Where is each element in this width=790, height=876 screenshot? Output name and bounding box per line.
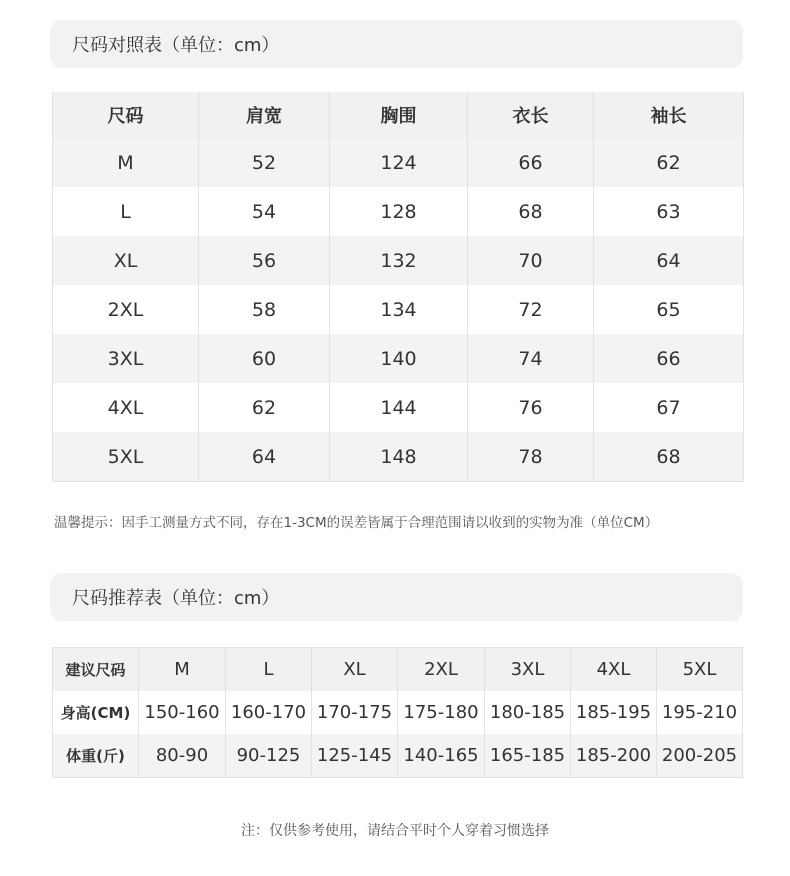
table-cell: 66 [594, 334, 744, 383]
header-cell: 肩宽 [199, 92, 330, 138]
recommend-chart-table [52, 647, 743, 778]
table-cell: 160-170 [226, 691, 312, 734]
header-cell: 衣长 [468, 92, 594, 138]
table-row [53, 334, 744, 383]
table-cell: L [53, 187, 199, 236]
table-cell: 54 [199, 187, 330, 236]
table-cell: 68 [468, 187, 594, 236]
table-cell: 2XL [53, 285, 199, 334]
table-row [53, 432, 744, 482]
table-cell: 200-205 [657, 734, 743, 778]
table-cell: M [139, 648, 226, 692]
table-cell: 76 [468, 383, 594, 432]
table-cell: 150-160 [139, 691, 226, 734]
table-cell: 165-185 [485, 734, 571, 778]
table-cell: 128 [330, 187, 468, 236]
size-chart-table [52, 92, 744, 482]
table-row [53, 236, 744, 285]
table-cell: 132 [330, 236, 468, 285]
table-cell: 185-200 [571, 734, 657, 778]
row-label: 身高(CM) [53, 691, 139, 734]
table-cell: 64 [199, 432, 330, 482]
usage-note: 注：仅供参考使用，请结合平时个人穿着习惯选择 [241, 823, 549, 839]
table-cell: 70 [468, 236, 594, 285]
table-cell: 52 [199, 138, 330, 187]
table-row [53, 383, 744, 432]
table-row [53, 691, 743, 734]
row-label: 体重(斤) [53, 734, 139, 778]
header-cell: 尺码 [53, 92, 199, 138]
table-cell: 60 [199, 334, 330, 383]
table-cell: 195-210 [657, 691, 743, 734]
table-cell: XL [312, 648, 398, 692]
table-cell: 148 [330, 432, 468, 482]
table-cell: 4XL [53, 383, 199, 432]
table-cell: 170-175 [312, 691, 398, 734]
recommend-chart-title: 尺码推荐表（单位：cm） [50, 573, 743, 621]
table-cell: 68 [594, 432, 744, 482]
table-row [53, 734, 743, 778]
table-cell: 64 [594, 236, 744, 285]
table-cell: 78 [468, 432, 594, 482]
table-row [53, 138, 744, 187]
table-cell: 124 [330, 138, 468, 187]
table-cell: 125-145 [312, 734, 398, 778]
table-cell: 5XL [657, 648, 743, 692]
table-cell: 66 [468, 138, 594, 187]
table-cell: 2XL [398, 648, 485, 692]
table-cell: 74 [468, 334, 594, 383]
table-cell: 5XL [53, 432, 199, 482]
measurement-note: 温馨提示：因手工测量方式不同，存在1-3CM的误差皆属于合理范围请以收到的实物为准（单位CM） [54, 515, 659, 531]
table-cell: 140-165 [398, 734, 485, 778]
table-cell: 62 [594, 138, 744, 187]
table-cell: 180-185 [485, 691, 571, 734]
table-cell: 72 [468, 285, 594, 334]
table-cell: 175-180 [398, 691, 485, 734]
table-cell: 134 [330, 285, 468, 334]
table-cell: 65 [594, 285, 744, 334]
table-cell: 58 [199, 285, 330, 334]
table-cell: 63 [594, 187, 744, 236]
table-cell: 3XL [485, 648, 571, 692]
table-cell: 144 [330, 383, 468, 432]
table-cell: XL [53, 236, 199, 285]
table-row [53, 648, 743, 692]
header-cell: 胸围 [330, 92, 468, 138]
table-cell: M [53, 138, 199, 187]
table-row [53, 285, 744, 334]
table-cell: L [226, 648, 312, 692]
row-label: 建议尺码 [53, 648, 139, 692]
table-cell: 185-195 [571, 691, 657, 734]
size-chart-title: 尺码对照表（单位：cm） [50, 20, 743, 68]
table-cell: 90-125 [226, 734, 312, 778]
header-cell: 袖长 [594, 92, 744, 138]
table-cell: 56 [199, 236, 330, 285]
table-cell: 3XL [53, 334, 199, 383]
table-row [53, 187, 744, 236]
size-table-header-row [53, 92, 744, 138]
table-cell: 4XL [571, 648, 657, 692]
table-cell: 80-90 [139, 734, 226, 778]
table-cell: 62 [199, 383, 330, 432]
table-cell: 67 [594, 383, 744, 432]
table-cell: 140 [330, 334, 468, 383]
